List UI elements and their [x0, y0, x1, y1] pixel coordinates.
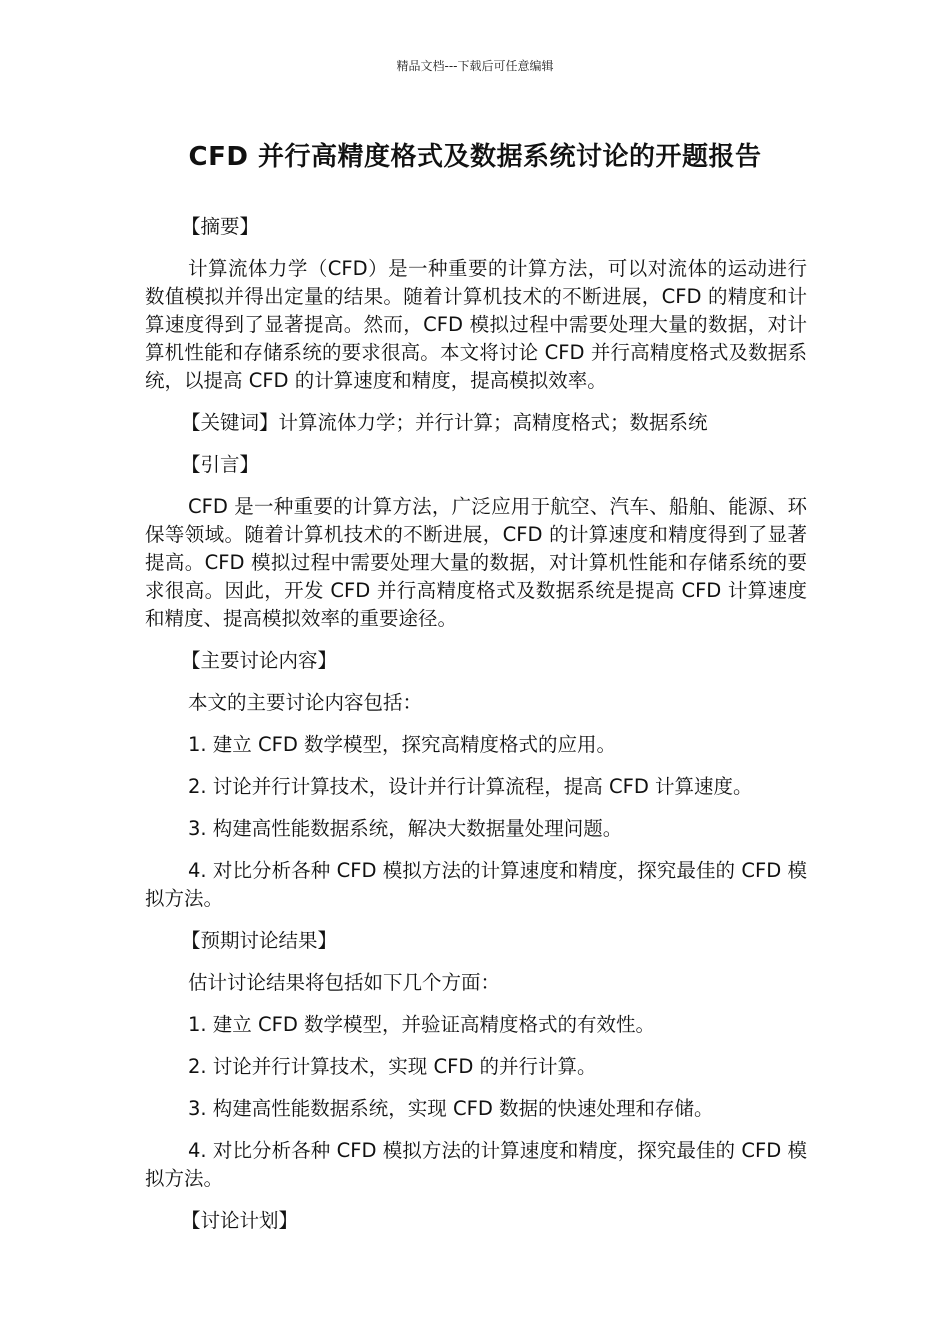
intro-paragraph: CFD 是一种重要的计算方法，广泛应用于航空、汽车、船舶、能源、环保等领域。随着计算机技术的不断进展，CFD 的计算速度和精度得到了显著提高。CFD 模拟过程中需要处理大量的数据，对计算机性能和存储系统的要求很高。因此，开发 CFD 并行高精度格式及数据系统是提高 CFD 计算速度和精度、提高模拟效率的重要途径。 — [145, 495, 807, 630]
keywords-line: 【关键词】计算流体力学；并行计算；高精度格式；数据系统 — [181, 411, 708, 434]
plan-heading: 【讨论计划】 — [181, 1209, 299, 1232]
expected-results-item: 3. 构建高性能数据系统，实现 CFD 数据的快速处理和存储。 — [188, 1097, 714, 1120]
document-body — [145, 213, 807, 1249]
expected-results-item: 1. 建立 CFD 数学模型，并验证高精度格式的有效性。 — [188, 1013, 656, 1036]
intro-heading: 【引言】 — [181, 453, 260, 476]
expected-results-heading: 【预期讨论结果】 — [181, 929, 338, 952]
document-title: CFD 并行高精度格式及数据系统讨论的开题报告 — [188, 142, 762, 172]
main-content-item: 3. 构建高性能数据系统，解决大数据量处理问题。 — [188, 817, 623, 840]
abstract-paragraph: 计算流体力学（CFD）是一种重要的计算方法，可以对流体的运动进行数值模拟并得出定量的结果。随着计算机技术的不断进展，CFD 的精度和计算速度得到了显著提高。然而，CFD 模拟过程中需要处理大量的数据，对计算机性能和存储系统的要求很高。本文将讨论 CFD 并行高精度格式及数据系统，以提高 CFD 的计算速度和精度，提高模拟效率。 — [145, 257, 807, 392]
main-content-item: 4. 对比分析各种 CFD 模拟方法的计算速度和精度，探究最佳的 CFD 模拟方法。 — [145, 859, 807, 910]
expected-results-intro: 估计讨论结果将包括如下几个方面： — [188, 971, 501, 994]
main-content-heading: 【主要讨论内容】 — [181, 649, 338, 672]
abstract-heading: 【摘要】 — [181, 215, 260, 238]
main-content-intro: 本文的主要讨论内容包括： — [188, 691, 423, 714]
main-content-item: 1. 建立 CFD 数学模型，探究高精度格式的应用。 — [188, 733, 617, 756]
main-content-item: 2. 讨论并行计算技术，设计并行计算流程，提高 CFD 计算速度。 — [188, 775, 753, 798]
expected-results-item: 4. 对比分析各种 CFD 模拟方法的计算速度和精度，探究最佳的 CFD 模拟方法。 — [145, 1139, 807, 1190]
header-note: 精品文档---下载后可任意编辑 — [396, 59, 554, 73]
expected-results-item: 2. 讨论并行计算技术，实现 CFD 的并行计算。 — [188, 1055, 597, 1078]
